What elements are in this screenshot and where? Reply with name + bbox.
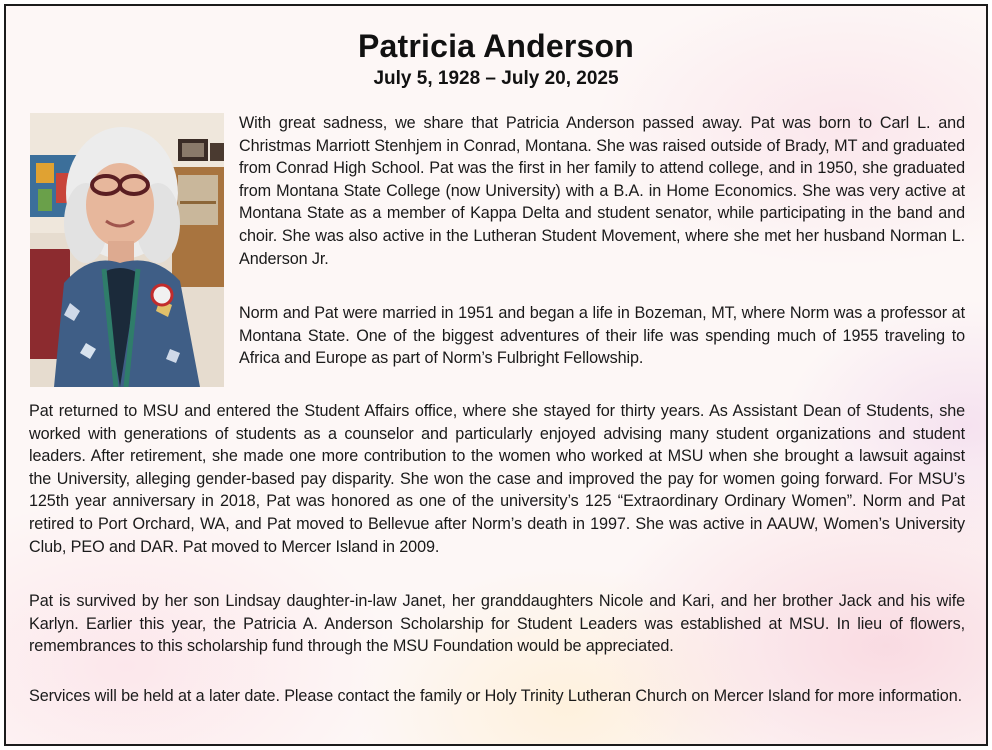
- obituary-dates: July 5, 1928 – July 20, 2025: [373, 68, 619, 89]
- obituary-paragraph: With great sadness, we share that Patricia Anderson passed away. Pat was born to Carl L. and Christmas Marriott Stenhjem in Conrad, Montana. She was raised outside of Brady, MT and graduated from Conrad High School. Pat was the first in her family to attend college, and in 1950, she graduated from Montana State College (now University) with a B.A. in Home Economics. She was very active at Montana State as a member of Kappa Delta and student senator, while participating in the band and choir. She was also active in the Lutheran Student Movement, where she met her husband Norman L. Anderson Jr.: [239, 114, 965, 268]
- portrait-photo: [30, 113, 224, 387]
- obituary-paragraph: Norm and Pat were married in 1951 and began a life in Bozeman, MT, where Norm was a professor at Montana State. One of the biggest adventures of their life was spending much of 1955 traveling to Africa and Europe as part of Norm’s Fulbright Fellowship.: [239, 304, 965, 368]
- obituary-paragraph: Pat is survived by her son Lindsay daughter-in-law Janet, her granddaughters Nicole and Kari, and her brother Jack and his wife Karlyn. Earlier this year, the Patricia A. Anderson Scholarship for Student Leaders was established at MSU. In lieu of flowers, remembrances to this scholarship fund through the MSU Foundation would be appreciated.: [29, 592, 965, 656]
- obituary-name: Patricia Anderson: [357, 28, 635, 64]
- obituary-paragraph: Pat returned to MSU and entered the Student Affairs office, where she stayed for thirty years. As Assistant Dean of Students, she worked with generations of students as a counselor and particularly enjoyed advising many student organizations and student leaders. After retirement, she made one more contribution to the women who worked at MSU when she brought a lawsuit against the University, alleging gender-based pay disparity. She won the case and improved the pay for women going forward. For MSU’s 125th year anniversary in 2018, Pat was honored as one of the university’s 125 “Extraordinary Ordinary Women”. Norm and Pat retired to Port Orchard, WA, and Pat moved to Bellevue after Norm’s death in 1997. She was active in AAUW, Women’s University Club, PEO and DAR. Pat moved to Mercer Island in 2009.: [29, 402, 965, 556]
- obituary-frame: [4, 4, 988, 746]
- obituary-paragraph: Services will be held at a later date. Please contact the family or Holy Trinity Lutheran Church on Mercer Island for more information.: [29, 687, 963, 705]
